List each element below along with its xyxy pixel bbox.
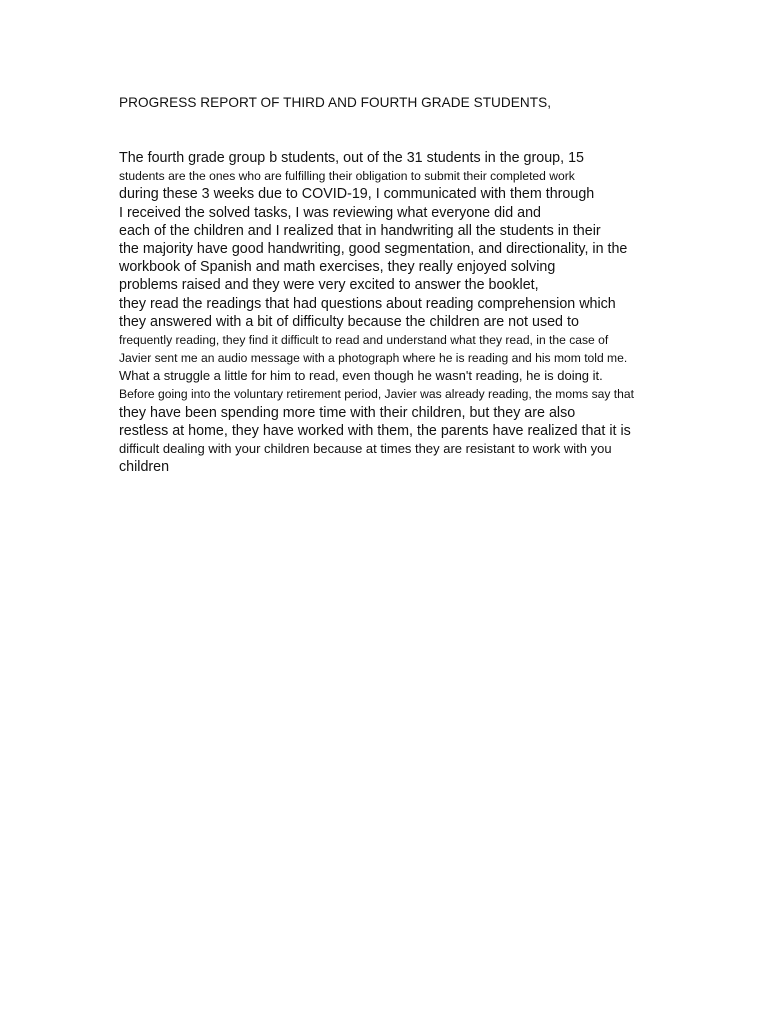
report-line-16: restless at home, they have worked with them, the parents have realized that it is [119,422,631,439]
report-line-18: children [119,459,170,476]
report-line-14: Before going into the voluntary retirement period, Javier was already reading, the moms say that [119,387,634,402]
document-title: PROGRESS REPORT OF THIRD AND FOURTH GRADE STUDENTS, [119,95,552,110]
report-line-2: students are the ones who are fulfilling their obligation to submit their completed work [119,169,575,184]
report-body [119,149,759,476]
report-line-7: workbook of Spanish and math exercises, they really enjoyed solving [119,259,556,276]
report-line-9: they read the readings that had questions about reading comprehension which [119,295,616,312]
report-line-6: the majority have good handwriting, good segmentation, and directionality, in the [119,240,628,257]
report-line-11: frequently reading, they find it difficult to read and understand what they read, in the case of [119,332,609,347]
report-line-8: problems raised and they were very excited to answer the booklet, [119,277,539,294]
report-line-13: What a struggle a little for him to read, even though he wasn't reading, he is doing it. [119,368,603,384]
report-line-5: each of the children and I realized that in handwriting all the students in their [119,222,601,239]
report-line-4: I received the solved tasks, I was reviewing what everyone did and [119,204,541,221]
report-line-1: The fourth grade group b students, out of the 31 students in the group, 15 [119,150,584,166]
report-line-15: they have been spending more time with their children, but they are also [119,404,576,421]
report-line-12: Javier sent me an audio message with a photograph where he is reading and his mom told me. [119,351,628,366]
report-line-17: difficult dealing with your children because at times they are resistant to work with you [119,441,612,456]
report-line-10: they answered with a bit of difficulty because the children are not used to [119,313,579,330]
report-line-3: during these 3 weeks due to COVID-19, I communicated with them through [119,186,595,203]
